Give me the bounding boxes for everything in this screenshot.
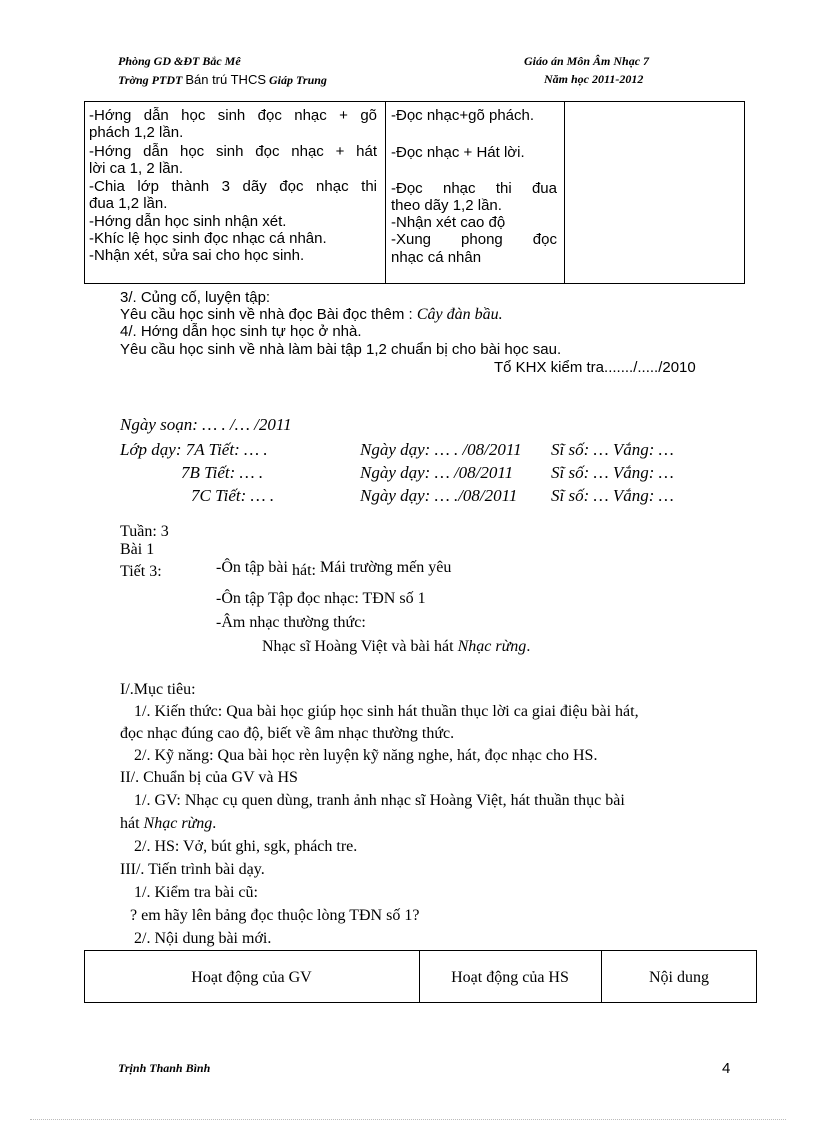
table-divider [564,101,565,284]
table-line: theo dãy 1,2 lần. [391,196,502,214]
table-line: -Xung phong đọc [391,231,557,249]
period: Tiết 3: [120,563,162,580]
header-school-year: Năm học 2011-2012 [544,72,644,86]
header-school-line2 [118,72,327,88]
reading-title: Cây đàn bầu. [416,306,503,323]
preparation-date: Ngày soạn: … . /… /2011 [120,415,292,434]
song-title: Nhạc rừng [457,638,527,655]
check-question: ? em hãy lên bảng đọc thuộc lòng TĐN số 1? [130,907,420,924]
header-school-place: Giáp Trung [269,73,327,87]
song-title: Nhạc rừng [143,815,213,832]
header-school-type: Bán trú THCS [185,72,267,87]
table-line: -Hớng dẫn học sinh nhận xét. [89,212,287,230]
table-line: -Khíc lệ học sinh đọc nhạc cá nhân. [89,230,327,248]
homework-line: Yêu cầu học sinh về nhà làm bài tập 1,2 chuẩn bị cho bài học sau. [120,341,562,358]
lesson-item-1-b: hát: [291,562,316,579]
lesson-item-4-prefix: Nhạc sĩ Hoàng Việt và bài hát [262,638,458,655]
table-line: đua 1,2 lần. [89,195,168,213]
footer-author: Trịnh Thanh Bình [118,1061,211,1075]
lesson-item-3: -Âm nhạc thường thức: [216,614,366,631]
attendance-7c: Sĩ số: … Vắng: … [551,486,674,505]
class-7a: Lớp dạy: 7A Tiết: … . [120,440,268,459]
lesson-item-4 [262,638,530,656]
new-content-heading: 2/. Nội dung bài mới. [134,930,272,947]
header-subject: Giáo án Môn Âm Nhạc 7 [524,54,650,68]
header-content: Nội dung [649,969,709,986]
homework-heading: 4/. Hớng dẫn học sinh tự học ở nhà. [120,323,362,340]
lesson-item-1 [216,559,451,577]
teaching-date-7b: Ngày dạy: … /08/2011 [360,463,514,482]
table-line: phách 1,2 lần. [89,124,184,142]
class-7c: 7C Tiết: … . [191,486,275,505]
table-line: -Đọc nhạc + Hát lời. [391,144,525,162]
page-number: 4 [722,1060,731,1077]
objectives-heading: I/.Mục tiêu: [120,681,196,698]
consolidation-heading: 3/. Củng cố, luyện tập: [120,289,271,306]
lesson-item-1-c: Mái trường mến yêu [315,559,452,576]
consolidation-line [120,306,503,323]
table-line: -Nhận xét, sửa sai cho học sinh. [89,247,305,265]
table-line: nhạc cá nhân [391,248,482,266]
teaching-date-7c: Ngày dạy: … ./08/2011 [360,486,518,505]
header-student-activity: Hoạt động của HS [451,969,569,986]
lesson-item-4-suffix: . [526,638,531,655]
week: Tuần: 3 [120,523,169,540]
header-teacher-activity: Hoạt động của GV [191,969,312,986]
table-line: -Đọc nhạc+gõ phách. [391,107,535,124]
table-line: -Chia lớp thành 3 dãy đọc nhạc thi [89,178,377,196]
table-line: lời ca 1, 2 lần. [89,159,184,177]
knowledge-line-1: 1/. Kiến thức: Qua bài học giúp học sinh hát thuần thục lời ca giai điệu bài hát, [134,703,639,720]
lesson-number: Bài 1 [120,541,155,558]
table-line: -Hớng dẫn học sinh đọc nhạc + hát [89,142,377,160]
table-line: -Đọc nhạc thi đua [391,179,557,197]
teacher-activities-cell [89,107,377,265]
lesson-item-1-a: -Ôn tập bài [216,559,292,576]
class-7b: 7B Tiết: … . [181,463,264,482]
preparation-heading: II/. Chuẩn bị của GV và HS [120,769,298,786]
knowledge-line-2: đọc nhạc đúng cao độ, biết về âm nhạc thường thức. [120,725,455,742]
header-school: Phòng GD &ĐT Bắc Mê [118,54,241,68]
attendance-7a: Sĩ số: … Vắng: … [551,440,674,459]
teacher-prep-prefix: hát [120,815,144,832]
department-check: Tổ KHX kiểm tra......./...../2010 [494,359,696,376]
skills-line: 2/. Kỹ năng: Qua bài học rèn luyện kỹ năng nghe, hát, đọc nhạc cho HS. [134,747,598,764]
old-lesson-check: 1/. Kiểm tra bài cũ: [134,884,258,901]
student-activities-cell [391,107,557,266]
table-line: -Nhận xét cao độ [391,214,506,232]
table-line: -Hớng dẫn học sinh đọc nhạc + gõ [89,107,377,124]
consolidation-text: Yêu cầu học sinh về nhà đọc Bài đọc thêm : [120,306,417,323]
student-prep: 2/. HS: Vở, bút ghi, sgk, phách tre. [134,838,358,855]
table-divider [385,101,386,284]
teaching-date-7a: Ngày dạy: … . /08/2011 [360,440,522,459]
page-bottom-edge [30,1119,786,1120]
header-school-prefix: Trờng PTDT [118,73,183,87]
teacher-prep-line-1: 1/. GV: Nhạc cụ quen dùng, tranh ảnh nhạc sĩ Hoàng Việt, hát thuần thục bài [134,792,625,809]
teacher-prep-suffix: . [212,815,217,832]
lesson-item-2: -Ôn tập Tập đọc nhạc: TĐN số 1 [216,590,426,607]
teacher-prep-line-2 [120,815,216,833]
attendance-7b: Sĩ số: … Vắng: … [551,463,674,482]
process-heading: III/. Tiến trình bài dạy. [120,861,265,878]
